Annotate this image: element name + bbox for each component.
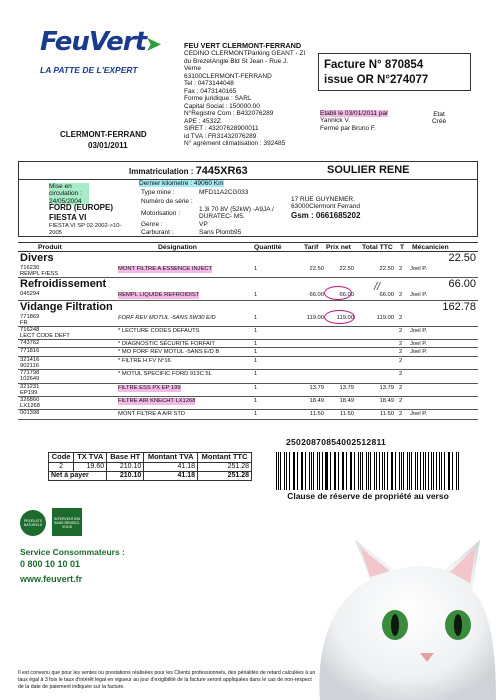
row-tarif: 119.00 bbox=[306, 315, 324, 321]
clause: Clause de réserve de propriété au verso bbox=[287, 491, 449, 501]
circulation-date: 24/05/2004 bbox=[49, 197, 82, 205]
type-mine-label: Type mine : bbox=[141, 189, 175, 196]
row-qty: 1 bbox=[254, 398, 258, 404]
table-row bbox=[18, 265, 478, 278]
row-qty: 1 bbox=[254, 292, 258, 298]
barcode-bar bbox=[346, 452, 347, 490]
barcode-bar bbox=[374, 452, 375, 490]
handwritten-mark: // bbox=[374, 281, 381, 293]
store-line: Verne bbox=[184, 65, 201, 73]
col-produit: Produit bbox=[38, 244, 62, 251]
barcode-bar bbox=[395, 452, 396, 490]
vehicle-model: FIESTA VI bbox=[49, 213, 87, 222]
barcode-number: 2502087085400251281​1 bbox=[286, 437, 387, 447]
barcode-bar bbox=[276, 452, 277, 490]
row-qty: 1 bbox=[254, 328, 258, 334]
row-code: 771798 bbox=[20, 370, 40, 376]
invoice-number-box bbox=[318, 53, 471, 91]
store-line: Capital Social : 150000.00 bbox=[184, 102, 260, 110]
row-code: 716248 bbox=[20, 327, 40, 333]
totals-table bbox=[48, 452, 252, 481]
row-code2: LX1268 bbox=[20, 403, 40, 409]
net-base: 210.10 bbox=[107, 471, 144, 480]
km-reading: Dernier kilometre : 49060 Km bbox=[139, 180, 224, 187]
row-label: REMPL LIQUIDE REFROIDIST bbox=[118, 292, 200, 298]
barcode-bar bbox=[370, 452, 371, 490]
net-ttc: 251.28 bbox=[198, 471, 252, 480]
row-t: 2 bbox=[399, 266, 403, 272]
row-label: MONT FILTRE A AIR STD bbox=[118, 411, 186, 417]
logo-text: FeuVert bbox=[40, 27, 147, 57]
store-city: CLERMONT-FERRAND bbox=[60, 130, 147, 139]
customer-gsm: Gsm : 0661685202 bbox=[291, 211, 361, 220]
genre-label: Genre : bbox=[141, 221, 163, 228]
vehicle-desc: FIESTA VI SP 02-2002->10-2005 bbox=[49, 223, 122, 236]
service-label: Service Consommateurs : bbox=[20, 547, 125, 557]
row-t: 2 bbox=[399, 411, 403, 417]
row-t: 2 bbox=[399, 385, 403, 391]
row-mech: Joel P. bbox=[410, 411, 427, 417]
row-qty: 1 bbox=[254, 358, 258, 364]
table-row bbox=[18, 291, 478, 301]
row-label: MONT FILTRE A ESSENCE INJECT bbox=[118, 266, 213, 272]
table-row bbox=[18, 348, 478, 357]
footer-note: Il est convenu que pour les ventes ou prestations réalisées pour les Clients professionnels, des pénalités de retard calculées à un taux égal à 3 fois le taux d'intérêt légal en vigueur au jour d'exigibilité de la facture seront appliquées dans le cas de non-respect de la date de paiement indiquée sur la facture. bbox=[18, 670, 316, 690]
barcode-bar bbox=[449, 452, 450, 490]
row-code2: FR bbox=[20, 320, 28, 326]
totals-ttc: 251.28 bbox=[198, 462, 252, 471]
row-t: 2 bbox=[399, 358, 403, 364]
established-label: Etabli le 03/01/2011 par bbox=[320, 110, 389, 117]
motor-value: 1.3i 70 8V (52kW) -A9JA / DURATEC- M5. bbox=[199, 206, 274, 221]
barcode-bar bbox=[301, 452, 302, 490]
row-t: 2 bbox=[399, 349, 403, 355]
website: www.feuvert.fr bbox=[20, 574, 83, 584]
store-name: FEU VERT CLERMONT-FERRAND bbox=[184, 41, 302, 50]
row-tarif: 11.50 bbox=[309, 411, 324, 417]
row-t: 2 bbox=[399, 315, 403, 321]
section-title: Refroidissement bbox=[20, 278, 107, 290]
store-line: APE : 4532Z bbox=[184, 117, 221, 125]
section-amount: 66.00 bbox=[448, 278, 476, 290]
barcode-bar bbox=[284, 452, 285, 490]
totals-header-code: Code bbox=[49, 453, 74, 463]
invoice-state bbox=[432, 111, 446, 126]
table-row bbox=[18, 314, 478, 327]
row-tarif: 22.50 bbox=[309, 266, 324, 272]
type-mine-value: MFD11A2CG033 bbox=[199, 189, 249, 196]
barcode-bar bbox=[362, 452, 363, 490]
net-tva: 41.18 bbox=[144, 471, 198, 480]
barcode-bar bbox=[286, 452, 287, 490]
customer-street: 17 RUE GUYNEMER. bbox=[291, 196, 355, 203]
store-line: Forme juridique : SARL bbox=[184, 95, 252, 103]
logo-arrow-icon: ➤ bbox=[146, 34, 162, 54]
row-net: 22.50 bbox=[339, 266, 354, 272]
invoice-meta bbox=[320, 110, 388, 132]
row-code: 321231 bbox=[20, 384, 40, 390]
row-code: 045294 bbox=[20, 291, 40, 297]
col-tarif: Tarif bbox=[304, 244, 319, 251]
row-label: * MO FORF REV MOTUL -5ANS E/D B bbox=[118, 349, 220, 355]
col-total-ttc: Total TTC bbox=[362, 244, 393, 251]
row-total: 13.79 bbox=[379, 385, 394, 391]
barcode-bar bbox=[423, 452, 424, 490]
barcode-bar bbox=[407, 452, 408, 490]
row-qty: 1 bbox=[254, 411, 258, 417]
row-code: 001398 bbox=[20, 410, 40, 416]
row-tarif: 18.49 bbox=[309, 398, 324, 404]
customer-city: 63000Clermont Ferrand bbox=[291, 203, 361, 210]
barcode-bar bbox=[338, 452, 339, 490]
table-row bbox=[18, 384, 478, 397]
row-net: 119.00 bbox=[336, 315, 354, 321]
line-items bbox=[18, 252, 478, 432]
row-code2: REMPL F/ESS bbox=[20, 271, 59, 277]
brand-tagline: LA PATTE DE L'EXPERT bbox=[40, 65, 138, 75]
row-code: 716230 bbox=[20, 265, 40, 271]
store-line: id TVA : FR31432076289 bbox=[184, 132, 257, 140]
row-t: 2 bbox=[399, 398, 403, 404]
row-tarif: 66.00 bbox=[309, 292, 324, 298]
motor-label: Motorisation : bbox=[141, 210, 181, 217]
barcode-bar bbox=[313, 452, 314, 490]
barcode-bar bbox=[326, 452, 327, 490]
row-code2: EP199 bbox=[20, 390, 38, 396]
row-code2: 102649 bbox=[20, 376, 40, 382]
established-by: Yannick V. bbox=[320, 117, 350, 125]
barcode bbox=[276, 452, 460, 490]
fuel-label: Carburant : bbox=[141, 229, 174, 236]
row-net: 18.49 bbox=[339, 398, 354, 404]
badge-no-appointment: INTERVENTION SANS RENDEZ-VOUS bbox=[52, 508, 82, 536]
section-amount: 22.50 bbox=[448, 252, 476, 264]
totals-header-base: Base HT bbox=[107, 453, 144, 463]
service-phone: 0 800 10 10 01 bbox=[20, 559, 81, 569]
genre-value: VP bbox=[199, 221, 208, 228]
table-row bbox=[18, 357, 478, 370]
immat-value: 7445XR63 bbox=[195, 165, 248, 177]
row-code: 771816 bbox=[20, 348, 40, 354]
row-mech: Joel P. bbox=[410, 341, 427, 347]
row-qty: 1 bbox=[254, 371, 258, 377]
row-code2: LECT CODE DEFT bbox=[20, 333, 70, 339]
row-t: 2 bbox=[399, 328, 403, 334]
store-line: Tel : 0473144048 bbox=[184, 80, 234, 88]
totals-tva: 41.18 bbox=[144, 462, 198, 471]
col-quantite: Quantité bbox=[254, 244, 282, 251]
barcode-bar bbox=[387, 452, 388, 490]
badge-natural-products: PRODUITS NATURELS bbox=[20, 510, 46, 536]
row-qty: 1 bbox=[254, 315, 258, 321]
row-total: 119.00 bbox=[376, 315, 394, 321]
store-line: 63100CLERMONT-FERRAND bbox=[184, 72, 272, 80]
barcode-bar bbox=[382, 452, 383, 490]
row-net: 66.00 bbox=[339, 292, 354, 298]
vehicle-customer-box bbox=[18, 161, 478, 237]
table-row bbox=[18, 370, 478, 384]
invoice-number: Facture N° 870854 bbox=[324, 59, 424, 71]
row-mech: Joel P. bbox=[410, 349, 427, 355]
row-qty: 1 bbox=[254, 266, 258, 272]
barcode-bar bbox=[330, 452, 331, 490]
row-qty: 1 bbox=[254, 385, 258, 391]
barcode-bar bbox=[319, 452, 320, 490]
row-label: FORF REV MOTUL -5ANS 5W30 E/D bbox=[118, 315, 216, 321]
row-qty: 1 bbox=[254, 341, 258, 347]
row-net: 13.79 bbox=[339, 385, 354, 391]
issue-number: issue OR N°274077 bbox=[324, 74, 429, 86]
immat-row bbox=[129, 165, 248, 178]
row-t: 2 bbox=[399, 371, 403, 377]
col-prix-net: Prix net bbox=[326, 244, 351, 251]
barcode-bar bbox=[351, 452, 352, 490]
circle-mark-1 bbox=[324, 286, 352, 300]
barcode-bar bbox=[415, 452, 416, 490]
store-line: N° agrément climatisation : 392485 bbox=[184, 140, 286, 148]
col-designation: Désignation bbox=[158, 244, 197, 251]
totals-base: 210.10 bbox=[107, 462, 144, 471]
col-t: T bbox=[400, 244, 405, 251]
store-line: CEDINO CLERMONTParking GEANT - ZI bbox=[184, 50, 306, 58]
row-mech: Joel P. bbox=[410, 292, 427, 298]
store-date: 03/01/2011 bbox=[88, 141, 128, 150]
state-value: Créé bbox=[432, 118, 447, 126]
table-row bbox=[18, 340, 478, 348]
box-divider bbox=[19, 179, 477, 180]
row-total: 11.50 bbox=[379, 411, 394, 417]
row-code: 771869 bbox=[20, 314, 40, 320]
store-address-lines bbox=[184, 50, 312, 147]
store-info bbox=[184, 42, 312, 147]
barcode-bar bbox=[354, 452, 355, 490]
circulation-label: Mise en circulation : bbox=[49, 183, 82, 198]
barcode-bar bbox=[417, 452, 418, 490]
immat-label: Immatriculation : bbox=[129, 167, 194, 176]
circle-mark-2 bbox=[324, 310, 355, 324]
row-total: 18.49 bbox=[379, 398, 394, 404]
section-title: Vidange Filtration bbox=[20, 301, 113, 313]
customer-name: SOULIER RENE bbox=[327, 164, 410, 176]
barcode-bar bbox=[399, 452, 400, 490]
state-label: Etat bbox=[433, 111, 445, 118]
section-amount: 162.78 bbox=[442, 301, 476, 313]
totals-tx: 19.60 bbox=[74, 462, 107, 471]
totals-header-ttc: Montant TTC bbox=[198, 453, 252, 463]
row-label: * MOTUL SPECIFIC FORD 913C 5L bbox=[118, 371, 212, 377]
col-mecanicien: Mécanicien bbox=[412, 244, 449, 251]
row-mech: Joel P. bbox=[410, 266, 427, 272]
barcode-bar bbox=[441, 452, 442, 490]
row-label: FILTRE AIR KNECHT LX1268 bbox=[118, 398, 196, 404]
row-mech: Joel P. bbox=[410, 328, 427, 334]
vehicle-make: FORD (EUROPE) bbox=[49, 203, 113, 212]
barcode-bar bbox=[431, 452, 432, 490]
barcode-bar bbox=[452, 452, 453, 490]
totals-code: 2 bbox=[49, 462, 74, 471]
row-t: 2 bbox=[399, 341, 403, 347]
row-code: 326860 bbox=[20, 397, 40, 403]
row-tarif: 13.79 bbox=[309, 385, 324, 391]
store-line: Fax : 0473140165 bbox=[184, 87, 237, 95]
table-header bbox=[18, 242, 478, 252]
section-title: Divers bbox=[20, 252, 54, 264]
serie-label: Numéro de série : bbox=[141, 198, 193, 205]
row-label: * DIAGNOSTIC SÉCURITÉ FORFAIT bbox=[118, 341, 215, 347]
row-code2: 902116 bbox=[20, 363, 39, 369]
closed-by: Fermé par Bruno F. bbox=[320, 124, 376, 132]
table-row bbox=[18, 397, 478, 410]
table-row bbox=[18, 410, 478, 420]
net-label: Net à payer bbox=[49, 471, 107, 480]
row-code: 743762 bbox=[20, 340, 40, 346]
brand-logo bbox=[40, 28, 161, 58]
cat-illustration bbox=[300, 535, 496, 700]
row-net: 11.50 bbox=[339, 411, 354, 417]
barcode-bar bbox=[305, 452, 306, 490]
row-label: * LECTURE CODES DEFAUTS bbox=[118, 328, 200, 334]
row-label: * FILTRE H FV N°16 bbox=[118, 358, 171, 364]
fuel-value: Sans Plomb95 bbox=[199, 229, 242, 236]
totals-header-tx: TX TVA bbox=[74, 453, 107, 463]
store-line: du BrezetAngle Bld St Jean - Rue J. bbox=[184, 57, 289, 65]
row-label: FILTRE ESS PX EP 199 bbox=[118, 385, 181, 391]
row-qty: 1 bbox=[254, 349, 258, 355]
row-t: 2 bbox=[399, 292, 403, 298]
row-total: 22.50 bbox=[379, 266, 394, 272]
barcode-bar bbox=[297, 452, 298, 490]
store-line: N°Registre Com : B432076289 bbox=[184, 110, 274, 118]
row-code: 321416 bbox=[20, 357, 40, 363]
barcode-bar bbox=[439, 452, 440, 490]
row-total: 66.00 bbox=[379, 292, 394, 298]
table-row bbox=[18, 327, 478, 340]
store-line: SIRET : 43207628900011 bbox=[184, 125, 259, 133]
totals-header-tva: Montant TVA bbox=[144, 453, 198, 463]
